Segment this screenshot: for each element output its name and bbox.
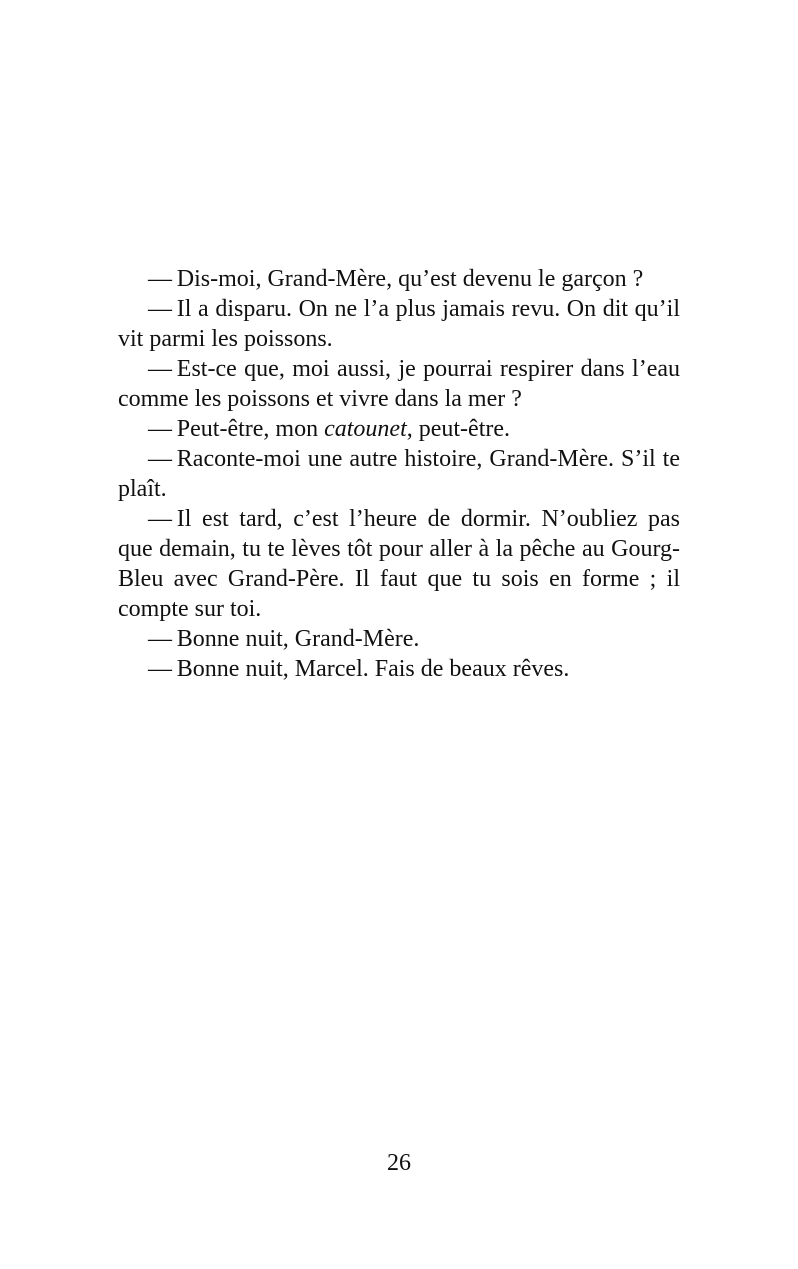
dialogue-line <box>118 654 680 684</box>
dialogue-text: Bonne nuit, Grand-Mère. <box>176 626 420 652</box>
dialogue-dash: — <box>148 356 172 382</box>
dialogue-dash: — <box>148 506 172 532</box>
page-number: 26 <box>387 1150 411 1176</box>
dialogue-line <box>118 504 680 624</box>
dialogue-line <box>118 414 680 444</box>
dialogue-dash: — <box>148 266 172 292</box>
dialogue-text: Raconte-moi une autre histoire, Grand-Mère. S’il te plaît. <box>118 446 680 502</box>
dialogue-line <box>118 354 680 414</box>
page-body <box>118 264 680 684</box>
dialogue-text: Il est tard, c’est l’heure de dormir. N’oubliez pas que demain, tu te lèves tôt pour aller à la pêche au Gourg-Bleu avec Grand-Père. Il faut que tu sois en forme ; il compte sur toi. <box>118 506 680 622</box>
dialogue-line <box>118 264 680 294</box>
dialogue-line <box>118 294 680 354</box>
dialogue-text: Dis-moi, Grand-Mère, qu’est devenu le garçon ? <box>176 266 644 292</box>
dialogue-italic-word: catounet <box>324 416 407 442</box>
dialogue-dash: — <box>148 446 172 472</box>
dialogue-line <box>118 444 680 504</box>
dialogue-text: Il a disparu. On ne l’a plus jamais revu. On dit qu’il vit parmi les poissons. <box>118 296 680 352</box>
dialogue-dash: — <box>148 626 172 652</box>
dialogue-dash: — <box>148 296 172 322</box>
dialogue-dash: — <box>148 656 172 682</box>
dialogue-dash: — <box>148 416 172 442</box>
dialogue-text: Bonne nuit, Marcel. Fais de beaux rêves. <box>176 656 570 682</box>
dialogue-text: Peut-être, mon <box>176 416 325 442</box>
dialogue-text: Est-ce que, moi aussi, je pourrai respirer dans l’eau comme les poissons et vivre dans la mer ? <box>118 356 680 412</box>
dialogue-text: , peut-être. <box>406 416 511 442</box>
dialogue-line <box>118 624 680 654</box>
